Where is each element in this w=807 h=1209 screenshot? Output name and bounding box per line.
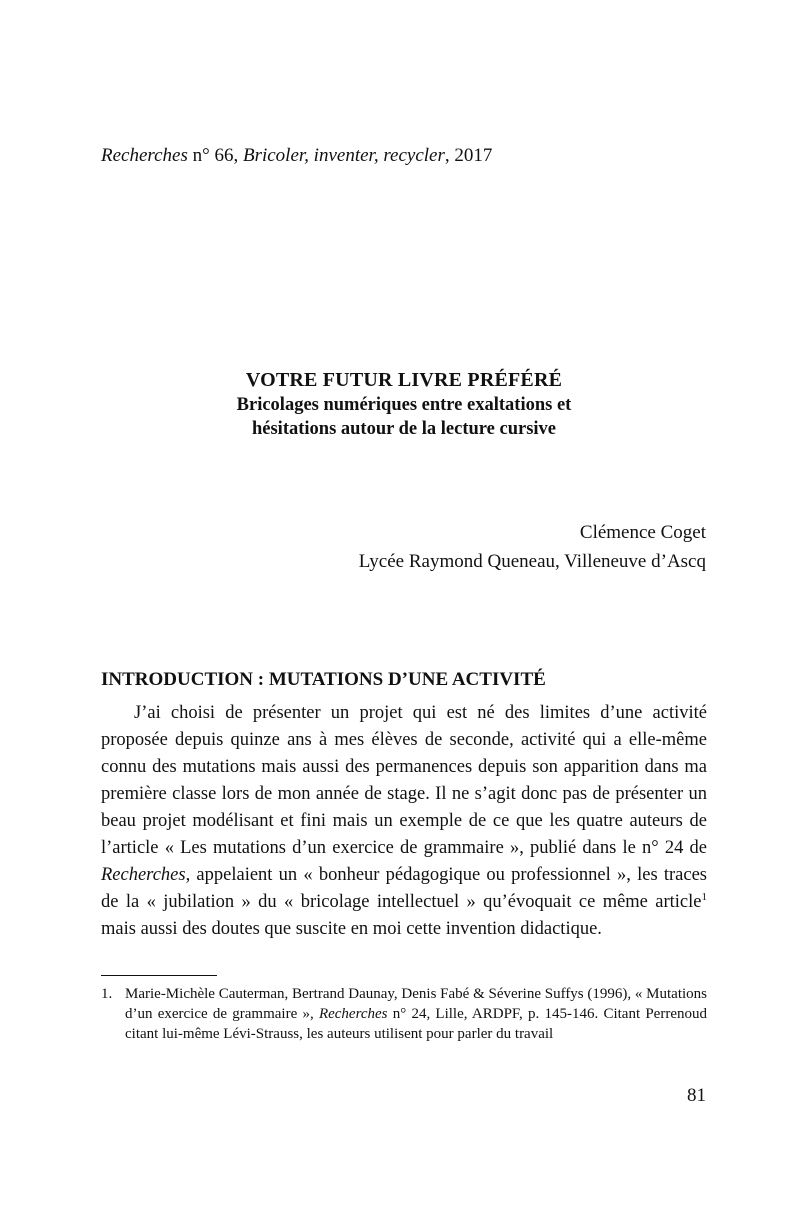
body-paragraph (101, 700, 707, 943)
author-affiliation: Lycée Raymond Queneau, Villeneuve d’Ascq (358, 551, 706, 572)
paragraph-text-part-3: mais aussi des doutes que suscite en moi cette invention didactique. (101, 919, 602, 939)
running-head (101, 144, 492, 168)
section-heading: INTRODUCTION : MUTATIONS D’UNE ACTIVITÉ (101, 669, 546, 690)
issue-number: n° 66, (187, 145, 243, 166)
issue-year: , 2017 (444, 145, 493, 166)
footnote-separator (101, 975, 217, 976)
footnote-number: 1. (101, 986, 113, 1002)
article-title: VOTRE FUTUR LIVRE PRÉFÉRÉ (245, 369, 563, 391)
footnote (101, 984, 707, 1044)
footnote-text-part-2: n° 24, Lille, ARDPF, p. 145-146. Citant Perrenoud citant lui-même Lévi-Strauss, les auteurs utilisent pour parler du travail (125, 1006, 707, 1042)
journal-name: Recherches (101, 145, 188, 166)
paragraph-text-part-2: , appelaient un « bonheur pédagogique ou professionnel », les traces de la « jubilation » du « bricolage intellectuel » qu’évoquait ce même article (101, 865, 707, 912)
article-subtitle-line-2: hésitations autour de la lecture cursive (251, 419, 557, 439)
title-block (101, 368, 707, 441)
author-block (359, 518, 706, 576)
footnote-text-part-1: Marie-Michèle Cauterman, Bertrand Daunay, Denis Fabé & Séverine Suffys (1996), « Mutations d’un exercice de grammaire », (125, 986, 707, 1022)
author-name: Clémence Coget (579, 522, 706, 543)
issue-theme: Bricoler, inventer, recycler (242, 145, 445, 166)
article-subtitle-line-1: Bricolages numériques entre exaltations et (236, 395, 572, 415)
footnote-journal-title: Recherches (318, 1006, 388, 1022)
paragraph-text-part-1: J’ai choisi de présenter un projet qui est né des limites d’une activité proposée depuis quinze ans à mes élèves de seconde, activité qui a elle-même connu des mutations mais aussi des permanences depuis son apparition dans ma première classe lors de mon année de stage. Il ne s’agit donc pas de présenter un beau projet modélisant et fini mais un exemple de ce que les quatre auteurs de l’article « Les mutations d’un exercice de grammaire », publié dans le n° 24 de (101, 703, 707, 858)
paragraph-journal-title: Recherches (101, 865, 186, 885)
footnote-text (125, 984, 707, 1044)
page-number: 81 (687, 1085, 706, 1106)
footnote-reference[interactable]: 1 (701, 891, 707, 903)
